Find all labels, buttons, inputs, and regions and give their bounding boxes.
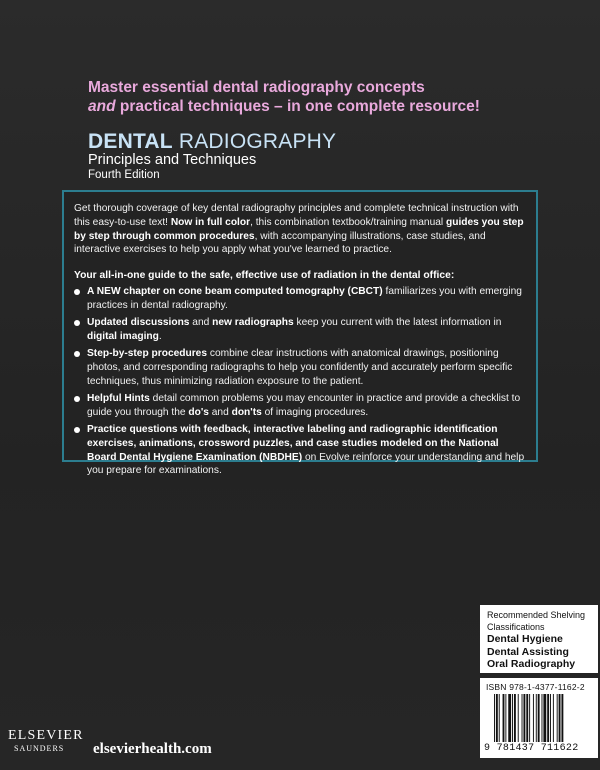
feature-run: combine clear instructions with anatomical drawings, positioning photos, and corresponding radiographs to help you confidently and accurately perform specific techniques, thus minimizing radiation exposure to the patient.: [87, 348, 513, 387]
publisher-logo: [8, 729, 84, 753]
bullet-dot-icon: [74, 396, 80, 402]
shelving-label: Recommended Shelving Classifications: [487, 610, 586, 632]
feature-run: Practice questions with feedback, interactive labeling and radiographic identification exercises, animations, crossword puzzles, and case studies modeled on the National Board Dental Hygiene Examination (NBDHE): [87, 424, 499, 463]
shelving-classification-box: [480, 605, 598, 673]
barcode-box: [480, 678, 598, 758]
feature-run: and: [208, 406, 232, 418]
book-subtitle: Principles and Techniques: [88, 152, 257, 168]
bullet-dot-icon: [74, 289, 80, 295]
feature-run: digital imaging: [87, 330, 159, 342]
title-rest: RADIOGRAPHY: [172, 130, 337, 153]
shelving-class-1: Dental Hygiene: [487, 633, 563, 645]
barcode-bar: [526, 694, 528, 742]
barcode-bar: [543, 694, 546, 742]
book-title: [88, 131, 336, 153]
tagline-line-2: [88, 97, 528, 116]
feature-run: and: [189, 317, 213, 329]
feature-run: keep you current with the latest information in: [293, 317, 502, 329]
feature-run: A NEW chapter on cone beam computed tomography (CBCT): [87, 286, 383, 297]
barcode-bar: [503, 694, 505, 742]
intro-run: , this combination textbook/training manual: [250, 216, 446, 228]
feature-run: Step-by-step procedures: [87, 348, 208, 360]
intro-run: guides you step by step through common procedures: [74, 216, 524, 242]
barcode-bar: [536, 694, 537, 742]
feature-run: do's: [188, 406, 209, 418]
intro-paragraph: [74, 202, 526, 257]
barcode-bar: [499, 694, 500, 742]
barcode-bar: [550, 694, 551, 742]
feature-list: [74, 285, 528, 482]
tagline-line-2-rest: practical techniques – in one complete resource!: [115, 98, 480, 115]
barcode-bar: [553, 694, 554, 742]
barcode-bar: [508, 694, 511, 742]
feature-run: detail common problems you may encounter in practice and provide a checklist to guide you through the: [87, 393, 521, 418]
feature-run: new radiographs: [212, 317, 294, 329]
intro-run: , with accompanying illustrations, case studies, and interactive exercises to help you apply what you've learned to practice.: [74, 230, 486, 256]
feature-bullet: [74, 392, 528, 419]
feature-bullet: [74, 423, 528, 477]
barcode-bar: [547, 694, 549, 742]
barcode-bar: [514, 694, 516, 742]
bullet-dot-icon: [74, 351, 80, 357]
guide-heading: Your all-in-one guide to the safe, effective use of radiation in the dental office:: [74, 270, 455, 281]
description-box: [62, 190, 538, 477]
feature-run: Helpful Hints: [87, 393, 150, 405]
bullet-dot-icon: [74, 320, 80, 326]
barcode-bar: [542, 694, 543, 742]
isbn-text: ISBN 978-1-4377-1162-2: [486, 682, 585, 692]
feature-run: of imaging procedures.: [261, 406, 369, 418]
barcode-bar: [523, 694, 525, 742]
feature-run: familiarizes you with emerging practices in dental radiography.: [87, 286, 522, 311]
feature-run: on Evolve reinforce your understanding and help you prepare for examinations.: [87, 451, 525, 477]
intro-run: Get thorough coverage of key dental radiography principles and complete technical instruction with this easy-to-use text!: [74, 203, 519, 228]
barcode-bar: [561, 694, 563, 742]
barcode-bar: [522, 694, 523, 742]
publisher-imprint: SAUNDERS: [14, 744, 65, 753]
title-bold-word: DENTAL: [88, 130, 173, 153]
bullet-dot-icon: [74, 427, 80, 433]
barcode-bar: [557, 694, 558, 742]
ean-number: 9 781437 711622: [484, 743, 579, 754]
barcode-bar: [559, 694, 561, 742]
feature-bullet: [74, 285, 528, 312]
barcode-bar: [512, 694, 513, 742]
book-edition: Fourth Edition: [88, 169, 160, 181]
barcode-bar: [529, 694, 530, 742]
barcode-bar: [496, 694, 498, 742]
barcode-icon: [494, 694, 586, 742]
publisher-name: ELSEVIER: [8, 728, 84, 743]
feature-run: .: [158, 330, 162, 342]
shelving-class-3: Oral Radiography: [487, 658, 576, 670]
barcode-bar: [538, 694, 540, 742]
feature-bullet: [74, 316, 528, 343]
tagline-emphasis: and: [88, 98, 116, 115]
feature-run: don'ts: [231, 406, 262, 418]
barcode-bar: [505, 694, 506, 742]
barcode-bar: [518, 694, 519, 742]
barcode-bar: [494, 694, 495, 742]
shelving-class-2: Dental Assisting: [487, 645, 569, 658]
website-link[interactable]: elsevierhealth.com: [93, 741, 212, 757]
tagline-line-1: Master essential dental radiography concepts: [88, 79, 425, 96]
intro-run: Now in full color: [170, 216, 251, 228]
feature-run: Updated discussions: [87, 317, 190, 329]
barcode-bar: [533, 694, 534, 742]
feature-bullet: [74, 347, 528, 388]
tagline: [88, 78, 528, 116]
